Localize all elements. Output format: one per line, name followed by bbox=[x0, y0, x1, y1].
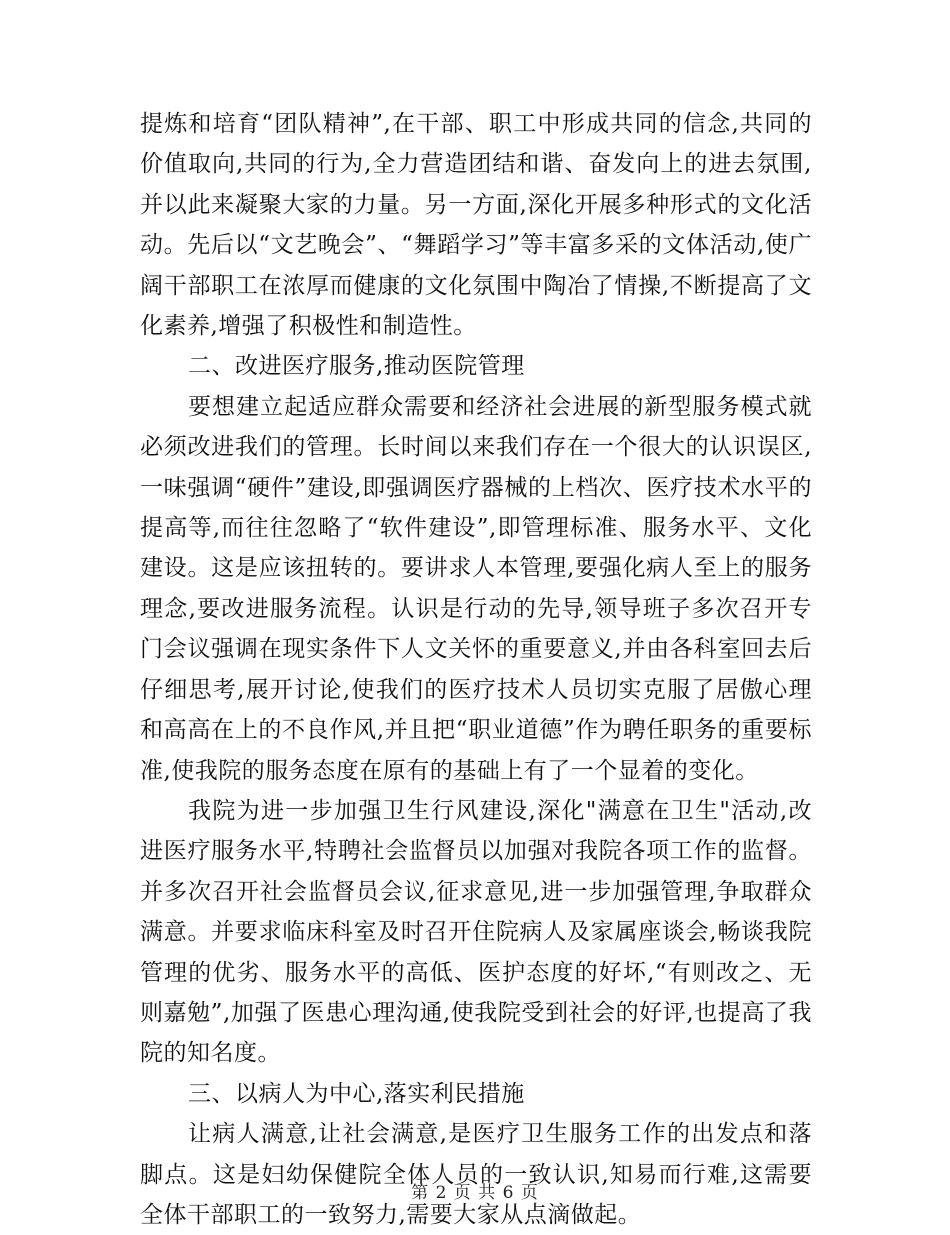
body-paragraph-management: 要想建立起适应群众需要和经济社会进展的新型服务模式就必须改进我们的管理。长时间以来我们存在一个很大的认识误区,一味强调“硬件”建设,即强调医疗器械的上档次、医疗技术水平的提高等,而往往忽略了“软件建设”,即管理标准、服务水平、文化建设。这是应该扭转的。要讲求人本管理,要强化病人至上的服务理念,要改进服务流程。认识是行动的先导,领导班子多次召开专门会议强调在现实条件下人文关怀的重要意义,并由各科室回去后仔细思考,展开讨论,使我们的医疗技术人员切实克服了居傲心理和高高在上的不良作风,并且把“职业道德”作为聘任职务的重要标准,使我院的服务态度在原有的基础上有了一个显着的变化。 bbox=[140, 393, 812, 784]
section-heading-2: 二、改进医疗服务,推动医院管理 bbox=[188, 353, 525, 380]
body-paragraph-continued: 提炼和培育“团队精神”,在干部、职工中形成共同的信念,共同的价值取向,共同的行为,全力营造团结和谐、奋发向上的进去氛围,并以此来凝聚大家的力量。另一方面,深化开展多种形式的文化活动。先后以“文艺晚会”、“舞蹈学习”等丰富多采的文体活动,使广阔干部职工在浓厚而健康的文化氛围中陶冶了情操,不断提高了文化素养,增强了积极性和制造性。 bbox=[140, 111, 812, 340]
page-footer bbox=[0, 1178, 950, 1203]
section-heading-3: 三、以病人为中心,落实利民措施 bbox=[188, 1080, 525, 1107]
page-number-label: 第 2 页 共 6 页 bbox=[411, 1183, 539, 1203]
body-paragraph-patient-centered: 让病人满意,让社会满意,是医疗卫生服务工作的出发点和落脚点。这是妇幼保健院全体人员的一致认识,知易而行难,这需要全体干部职工的一致努力,需要大家从点滴做起。 bbox=[140, 1121, 812, 1228]
document-body bbox=[140, 104, 812, 1235]
body-paragraph-supervision: 我院为进一步加强卫生行风建设,深化"满意在卫生"活动,改进医疗服务水平,特聘社会监督员以加强对我院各项工作的监督。并多次召开社会监督员会议,征求意见,进一步加强管理,争取群众满意。并要求临床科室及时召开住院病人及家属座谈会,畅谈我院管理的优劣、服务水平的高低、医护态度的好坏,“有则改之、无则嘉勉”,加强了医患心理沟通,使我院受到社会的好评,也提高了我院的知名度。 bbox=[140, 797, 812, 1067]
